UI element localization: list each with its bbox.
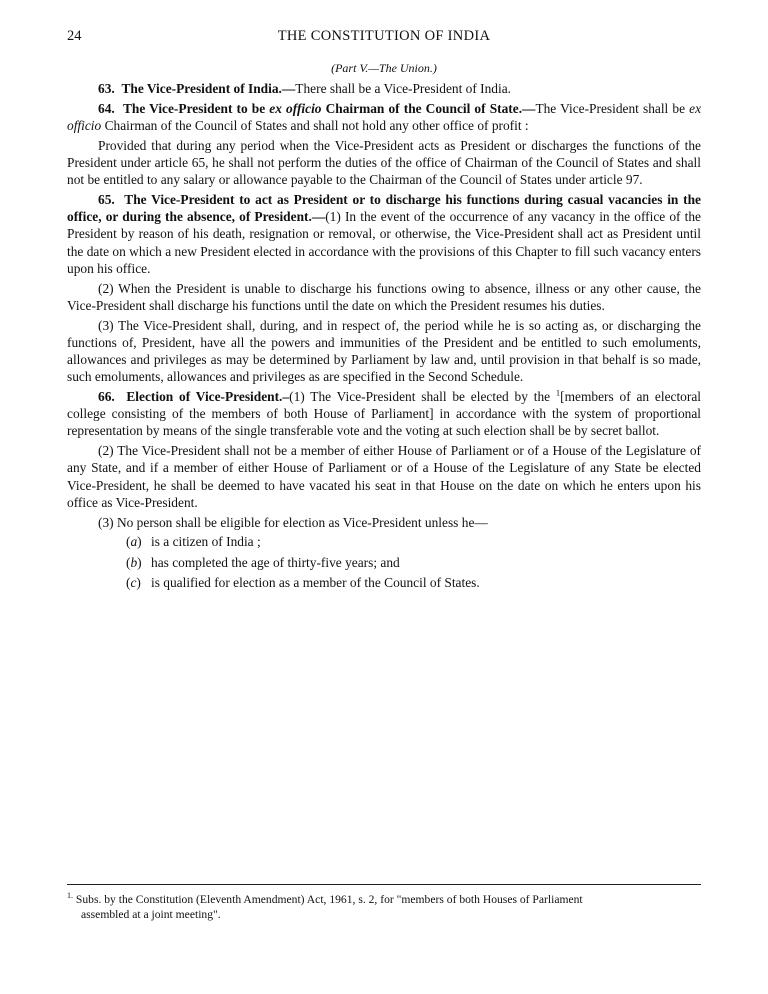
list-item-text: is qualified for election as a member of the Council of States. bbox=[151, 574, 480, 590]
article-64-text-b: Chairman of the Council of States and shall not hold any other office of profit : bbox=[101, 118, 529, 133]
article-63-title: The Vice-President of India.— bbox=[121, 81, 296, 96]
page-header bbox=[67, 28, 701, 48]
article-64-text-italic: ex officio bbox=[67, 100, 702, 133]
body-text bbox=[67, 80, 701, 594]
article-64-text-a: The Vice-President shall be bbox=[535, 100, 690, 116]
article-66-title: Election of Vice-President.– bbox=[126, 389, 290, 405]
article-64-title-a: The Vice-President to be bbox=[122, 100, 270, 116]
running-title: THE CONSTITUTION OF INDIA bbox=[277, 28, 491, 44]
article-65-clause-1: (1) In the event of the occurrence of any vacancy in the office of the President by reason of his death, resignation or removal, or otherwise, the Vice-President shall act as President until the date on which a new President elected in accordance with the provisions of this Chapter to fill such vacancy enters upon his office. bbox=[67, 209, 701, 276]
article-64-title-b: Chairman of the Council of State.— bbox=[321, 100, 536, 116]
footnote-reference: 1 bbox=[555, 387, 561, 398]
article-66-clause-3: (3) No person shall be eligible for election as Vice-President unless he— bbox=[98, 514, 488, 530]
list-item-letter: a bbox=[130, 534, 138, 550]
article-63-number: 63. bbox=[98, 81, 115, 96]
list-item-text: has completed the age of thirty-five years; and bbox=[151, 554, 400, 570]
article-66-clause-1-b: [members of an electoral college consisting of the members of both House of Parliament] in accordance with the system of proportional representation by means of the single transferable vote and the voting at such election shall be by secret ballot. bbox=[67, 389, 701, 439]
list-item-letter: b bbox=[130, 554, 138, 570]
list-item: (a) is a citizen of India ; bbox=[126, 534, 261, 550]
article-65-number: 65. bbox=[98, 192, 115, 207]
list-item-letter: c bbox=[130, 574, 137, 590]
page-number: 24 bbox=[67, 28, 82, 44]
article-65-title: The Vice-President to act as President or to discharge his functions during casual vacancies in the office, or during the absence, of President.— bbox=[67, 192, 701, 225]
article-65-clause-3: (3) The Vice-President shall, during, and in respect of, the period while he is so acting as, or discharging the functions of, President, have all the powers and immunities of the President and be entitled to such emoluments, allowances and privileges as may be determined by Parliament by law and, until provision in that behalf is so made, such emoluments, allowances and privileges as are specified in the Second Schedule. bbox=[67, 317, 701, 385]
list-item-text: is a citizen of India ; bbox=[151, 534, 261, 550]
part-heading: (Part V.—The Union.) bbox=[331, 61, 437, 75]
footnote-line-2: assembled at a joint meeting". bbox=[81, 907, 221, 921]
footnote bbox=[67, 888, 701, 922]
article-64-title-italic: ex officio bbox=[269, 100, 322, 116]
article-66-clause-2: (2) The Vice-President shall not be a member of either House of Parliament or of a House of the Legislature of any State, and if a member of either House of Parliament or of a House of the Legislature of any State be elected Vice-President, he shall be deemed to have vacated his seat in that House on the date on which he enters upon his office as Vice-President. bbox=[67, 443, 701, 510]
article-63-text: There shall be a Vice-President of India. bbox=[295, 81, 512, 96]
article-64-proviso: Provided that during any period when the Vice-President acts as President or discharges the functions of the President under article 65, he shall not perform the duties of the office of Chairman of the Council of States and shall not be entitled to any salary or allowance payable to the Chairman of the Council of States under article 97. bbox=[67, 137, 701, 188]
footnote-line-1: Subs. by the Constitution (Eleventh Amendment) Act, 1961, s. 2, for "members of both Houses of Parliament bbox=[75, 892, 583, 906]
article-66-number: 66. bbox=[98, 389, 115, 405]
footnote-divider bbox=[67, 884, 701, 885]
list-item: (c) is qualified for election as a member of the Council of States. bbox=[126, 574, 480, 590]
article-66-clause-1-a: (1) The Vice-President shall be elected by the bbox=[289, 389, 556, 405]
footnote-mark: 1. bbox=[67, 891, 73, 900]
article-65-clause-2: (2) When the President is unable to discharge his functions owing to absence, illness or any other cause, the Vice-President shall discharge his functions until the date on which the President resumes his duties. bbox=[67, 280, 701, 313]
article-63 bbox=[67, 80, 701, 97]
article-65 bbox=[67, 191, 701, 277]
article-64 bbox=[67, 100, 701, 134]
article-64-number: 64. bbox=[98, 100, 115, 116]
list-item: (b) has completed the age of thirty-five years; and bbox=[126, 554, 400, 570]
article-66 bbox=[67, 388, 701, 440]
